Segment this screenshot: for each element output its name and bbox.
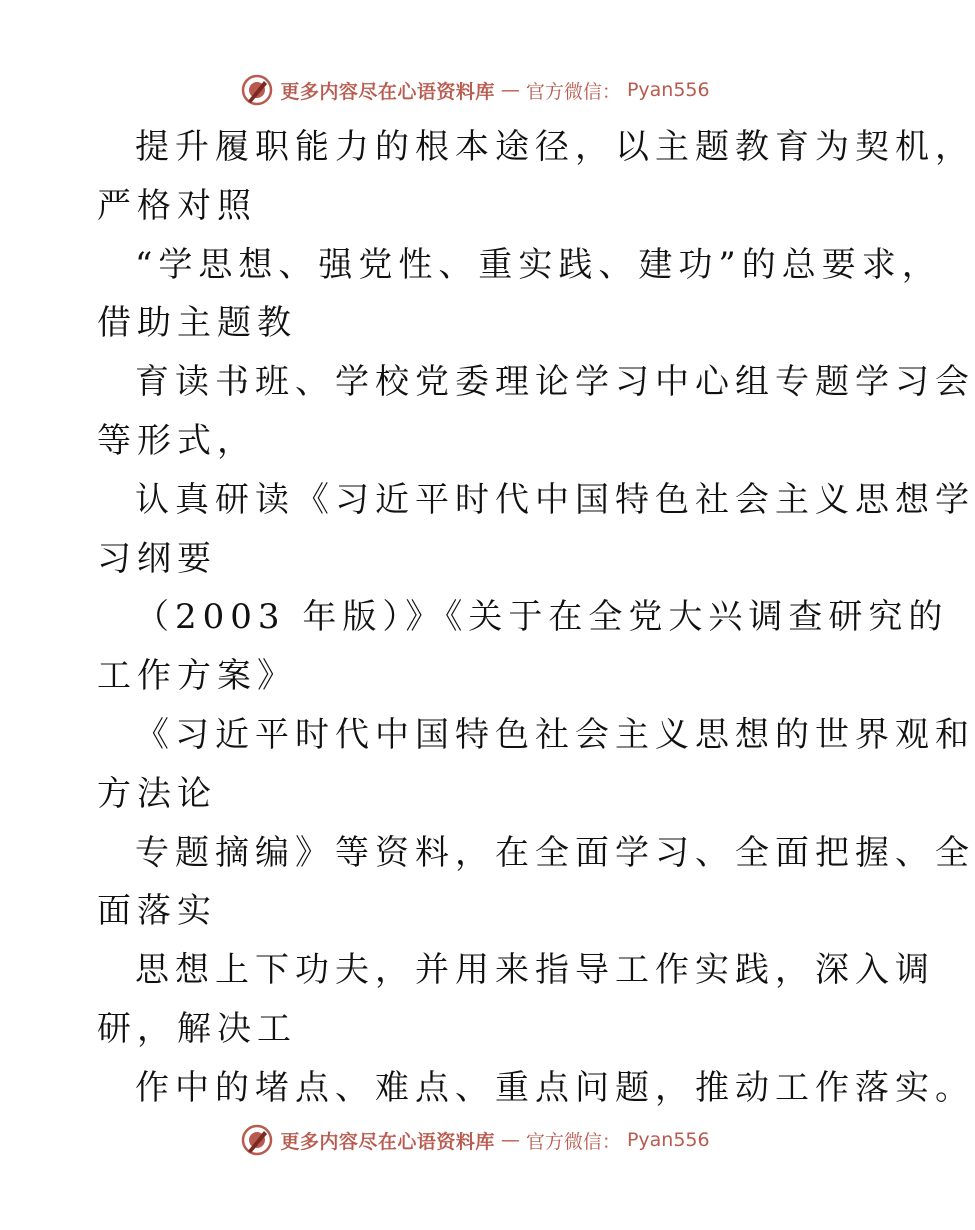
footer-wechat-handle: Pyan556 (626, 1129, 710, 1151)
header-brand-text: 更多内容尽在心语资料库 (280, 80, 495, 103)
document-body (97, 118, 975, 1118)
body-line: （2003 年版）》《关于在全党大兴调查研究的 (135, 597, 949, 638)
footer-watermark-banner (0, 1120, 950, 1160)
body-line: 专题摘编》等资料，在全面学习、全面把握、全 (135, 832, 975, 873)
body-line: 习纲要 (97, 538, 217, 579)
body-line: 等形式， (97, 420, 257, 461)
body-line: 思想上下功夫，并用来指导工作实践，深入调 (135, 950, 935, 991)
body-line: 认真研读《习近平时代中国特色社会主义思想学 (135, 479, 975, 520)
header-official-label: 官方微信： (525, 80, 621, 103)
body-line: 严格对照 (97, 185, 257, 226)
body-line: 《习近平时代中国特色社会主义思想的世界观和 (135, 714, 975, 755)
body-line: 借助主题教 (97, 303, 297, 344)
body-line: 方法论 (97, 773, 217, 814)
header-dash: — (500, 79, 520, 101)
body-line: 研，解决工 (97, 1008, 297, 1049)
pen-circle-logo-icon (240, 73, 274, 107)
pen-circle-logo-icon (240, 1123, 274, 1157)
body-line: 面落实 (97, 891, 217, 932)
body-line: 育读书班、学校党委理论学习中心组专题学习会 (135, 362, 975, 403)
body-line: 工作方案》 (97, 656, 297, 697)
header-watermark-banner (0, 70, 950, 110)
body-line: 提升履职能力的根本途径，以主题教育为契机， (135, 127, 975, 167)
footer-brand-text: 更多内容尽在心语资料库 (280, 1130, 495, 1153)
footer-official-label: 官方微信： (525, 1130, 621, 1153)
header-wechat-handle: Pyan556 (626, 79, 710, 101)
footer-dash: — (500, 1129, 520, 1151)
body-line: “学思想、强党性、重实践、建功”的总要求， (135, 244, 942, 285)
body-line: 作中的堵点、难点、重点问题，推动工作落实。 (135, 1067, 975, 1108)
